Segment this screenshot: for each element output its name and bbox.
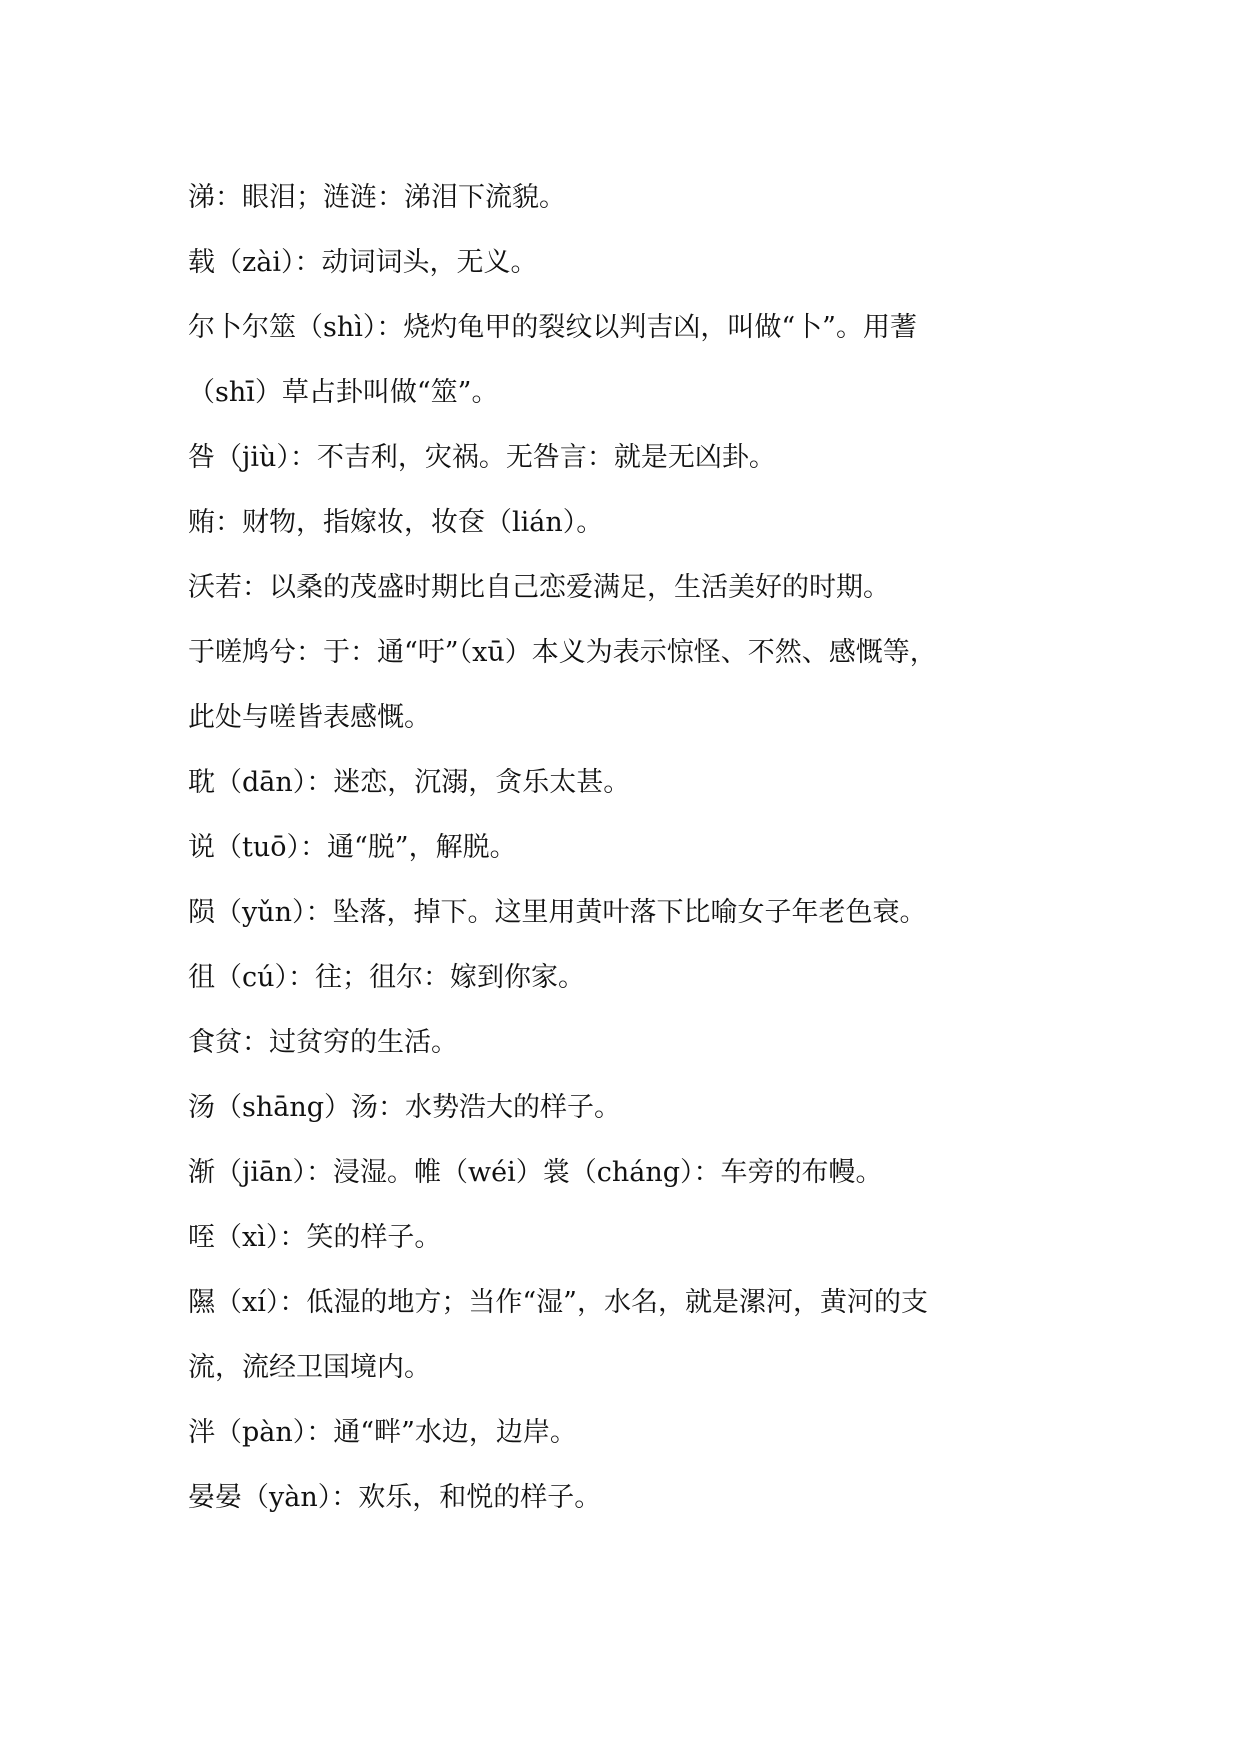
annotation-line: 沃若：以桑的茂盛时期比自己恋爱满足，生活美好的时期。 [188, 572, 890, 603]
annotation-line: 此处与嗟皆表感慨。 [188, 702, 431, 733]
annotation-line: 晏晏（yàn）：欢乐，和悦的样子。 [188, 1482, 602, 1513]
annotation-line: 说（tuō）：通“脱”，解脱。 [188, 832, 517, 863]
annotation-line: 咥（xì）：笑的样子。 [188, 1222, 442, 1253]
annotation-line: 流，流经卫国境内。 [188, 1352, 431, 1383]
annotation-line: 尔卜尔筮（shì）：烧灼龟甲的裂纹以判吉凶，叫做“卜”。用蓍 [188, 312, 917, 343]
annotation-line: 食贫：过贫穷的生活。 [188, 1027, 458, 1058]
annotation-line: 耽（dān）：迷恋，沉溺，贪乐太甚。 [188, 767, 631, 798]
annotation-line: 咎（jiù）：不吉利，灾祸。无咎言：就是无凶卦。 [188, 442, 776, 473]
annotation-line: 涕：眼泪；涟涟：涕泪下流貌。 [188, 182, 566, 213]
annotation-line: 贿：财物，指嫁妆，妆奁（lián）。 [188, 507, 604, 538]
annotation-line: 隰（xí）：低湿的地方；当作“湿”，水名，就是漯河，黄河的支 [188, 1287, 928, 1318]
annotation-line: 载（zài）：动词词头，无义。 [188, 247, 538, 278]
annotation-line: 泮（pàn）：通“畔”水边，边岸。 [188, 1417, 577, 1448]
annotation-line: 于嗟鸠兮：于：通“吁”（xū）本义为表示惊怪、不然、感慨等， [188, 637, 937, 668]
annotation-line: 徂（cú）：往；徂尔：嫁到你家。 [188, 962, 586, 993]
annotation-line: 陨（yǔn）：坠落，掉下。这里用黄叶落下比喻女子年老色衰。 [188, 897, 927, 928]
annotation-list [188, 165, 1068, 1530]
annotation-line: （shī）草占卦叫做“筮”。 [188, 377, 499, 408]
annotation-line: 汤（shāng）汤：水势浩大的样子。 [188, 1092, 622, 1123]
annotation-line: 渐（jiān）：浸湿。帷（wéi）裳（cháng）：车旁的布幔。 [188, 1157, 883, 1188]
